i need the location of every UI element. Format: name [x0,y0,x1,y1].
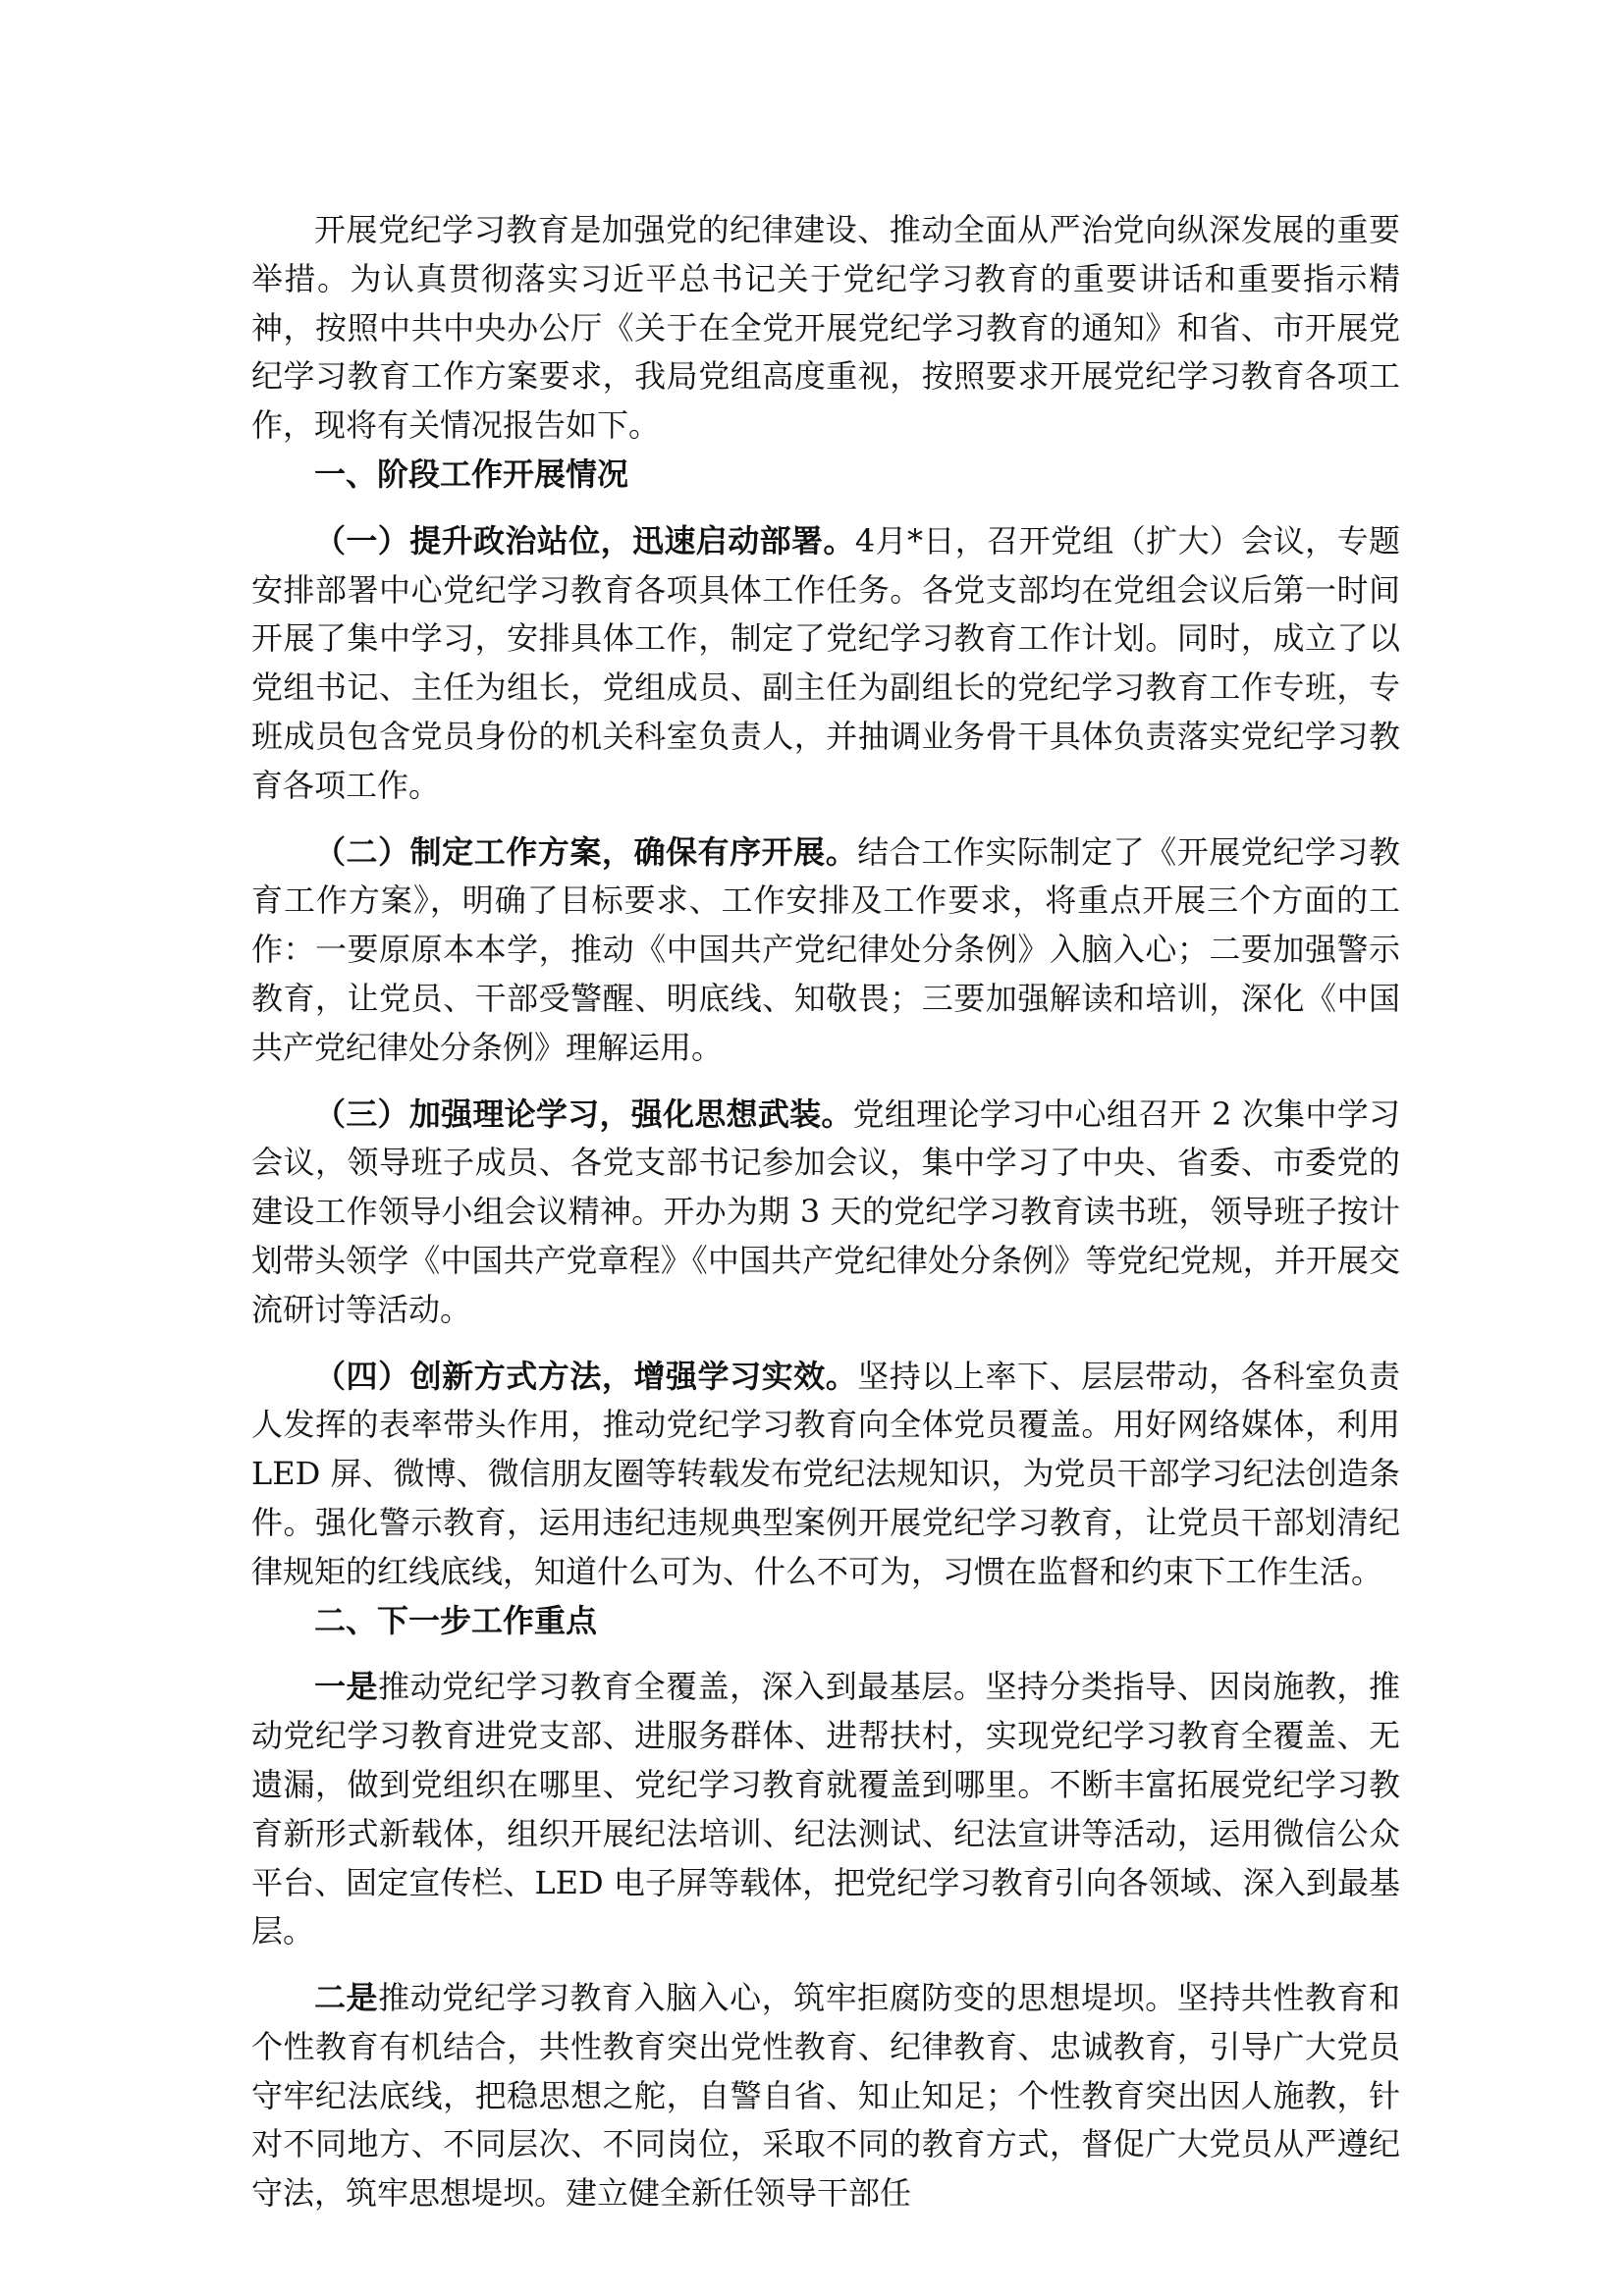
section-1-item-1 [251,517,1400,811]
item-body: 推动党纪学习教育全覆盖，深入到最基层。坚持分类指导、因岗施教，推动党纪学习教育进党支部、进服务群体、进帮扶村，实现党纪学习教育全覆盖、无遗漏，做到党组织在哪里、党纪学习教育就覆盖到哪里。不断丰富拓展党纪学习教育新形式新载体，组织开展纪法培训、纪法测试、纪法宣讲等活动，运用微信公众平台、固定宣传栏、LED 电子屏等载体，把党纪学习教育引向各领域、深入到最基层。 [251,1668,1400,1950]
section-1-item-4 [251,1353,1400,1597]
item-body: 党组理论学习中心组召开 2 次集中学习会议，领导班子成员、各党支部书记参加会议，集中学习了中央、省委、市委党的建设工作领导小组会议精神。开办为期 3 天的党纪学习教育读书班，领导班子按计划带头领学《中国共产党章程》《中国共产党纪律处分条例》等党纪党规，并开展交流研讨等活动。 [251,1095,1400,1328]
item-body: 4月*日，召开党组（扩大）会议，专题安排部署中心党纪学习教育各项具体工作任务。各党支部均在党组会议后第一时间开展了集中学习，安排具体工作，制定了党纪学习教育工作计划。同时，成立了以党组书记、主任为组长，党组成员、副主任为副组长的党纪学习教育工作专班，专班成员包含党员身份的机关科室负责人，并抽调业务骨干具体负责落实党纪学习教育各项工作。 [251,521,1400,804]
item-lead: （二）制定工作方案，确保有序开展。 [314,832,858,871]
section-2-heading: 二、下一步工作重点 [314,1601,598,1639]
item-body: 推动党纪学习教育入脑入心，筑牢拒腐防变的思想堤坝。坚持共性教育和个性教育有机结合，共性教育突出党性教育、纪律教育、忠诚教育，引导广大党员守牢纪法底线，把稳思想之舵，自警自省、知止知足；个性教育突出因人施教，针对不同地方、不同层次、不同岗位，采取不同的教育方式，督促广大党员从严遵纪守法，筑牢思想堤坝。建立健全新任领导干部任 [251,1979,1400,2213]
section-2-item-2 [251,1974,1400,2218]
section-1-item-2 [251,828,1400,1073]
item-body: 结合工作实际制定了《开展党纪学习教育工作方案》，明确了目标要求、工作安排及工作要求，将重点开展三个方面的工作：一要原原本本学，推动《中国共产党纪律处分条例》入脑入心；二要加强警示教育，让党员、干部受警醒、明底线、知敬畏；三要加强解读和培训，深化《中国共产党纪律处分条例》理解运用。 [251,832,1400,1066]
item-lead: 一是 [314,1668,379,1706]
item-lead: （四）创新方式方法，增强学习实效。 [314,1357,858,1395]
section-1-item-3 [251,1091,1400,1335]
section-1-heading: 一、阶段工作开展情况 [314,454,629,493]
item-lead: （三）加强理论学习，强化思想武装。 [314,1095,853,1133]
item-lead: （一）提升政治站位，迅速启动部署。 [314,521,855,560]
item-lead: 二是 [314,1979,379,2017]
document-page [251,206,1400,2218]
item-body: 坚持以上率下、层层带动，各科室负责人发挥的表率带头作用，推动党纪学习教育向全体党员覆盖。用好网络媒体，利用 LED 屏、微博、微信朋友圈等转载发布党纪法规知识，为党员干部学习纪法创造条件。强化警示教育，运用违纪违规典型案例开展党纪学习教育，让党员干部划清纪律规矩的红线底线，知道什么可为、什么不可为，习惯在监督和约束下工作生活。 [251,1357,1400,1590]
section-2-item-1 [251,1663,1400,1956]
intro-paragraph: 开展党纪学习教育是加强党的纪律建设、推动全面从严治党向纵深发展的重要举措。为认真贯彻落实习近平总书记关于党纪学习教育的重要讲话和重要指示精神，按照中共中央办公厅《关于在全党开展党纪学习教育的通知》和省、市开展党纪学习教育工作方案要求，我局党组高度重视，按照要求开展党纪学习教育各项工作，现将有关情况报告如下。 [251,211,1400,445]
